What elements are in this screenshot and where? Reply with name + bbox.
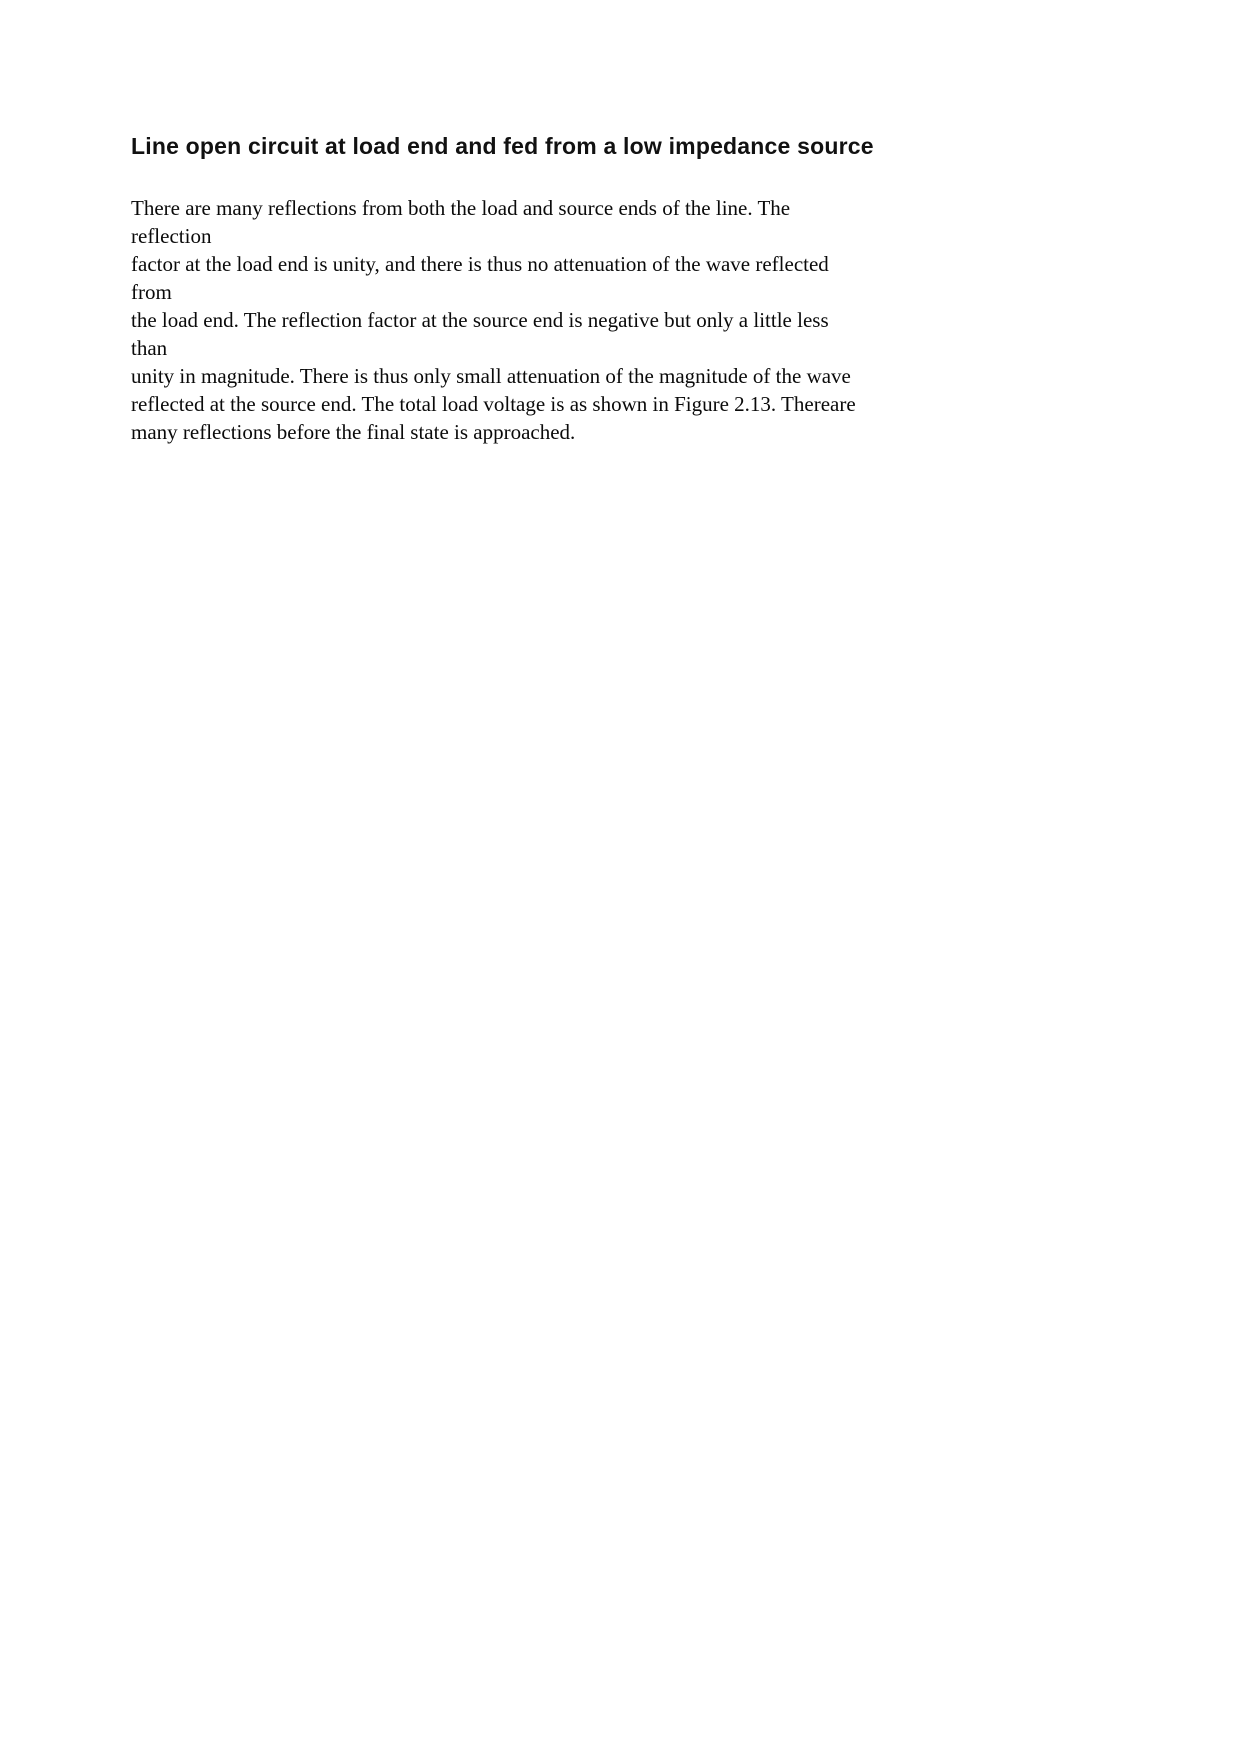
paragraph-line: reflection bbox=[131, 224, 212, 248]
paragraph-line: many reflections before the final state is approached. bbox=[131, 420, 576, 444]
text-content bbox=[131, 132, 1001, 446]
paragraph bbox=[131, 194, 1001, 446]
paragraph-line: reflected at the source end. The total load voltage is as shown in Figure 2.13. Thereare bbox=[131, 392, 856, 416]
paragraph-line: the load end. The reflection factor at the source end is negative but only a little less bbox=[131, 308, 829, 332]
section-heading: Line open circuit at load end and fed from a low impedance source bbox=[131, 133, 874, 159]
paragraph-line: from bbox=[131, 280, 172, 304]
paragraph-line: than bbox=[131, 336, 168, 360]
paragraph-line: factor at the load end is unity, and there is thus no attenuation of the wave reflected bbox=[131, 252, 829, 276]
paragraph-line: unity in magnitude. There is thus only small attenuation of the magnitude of the wave bbox=[131, 364, 851, 388]
paragraph-line: There are many reflections from both the load and source ends of the line. The bbox=[131, 196, 791, 220]
